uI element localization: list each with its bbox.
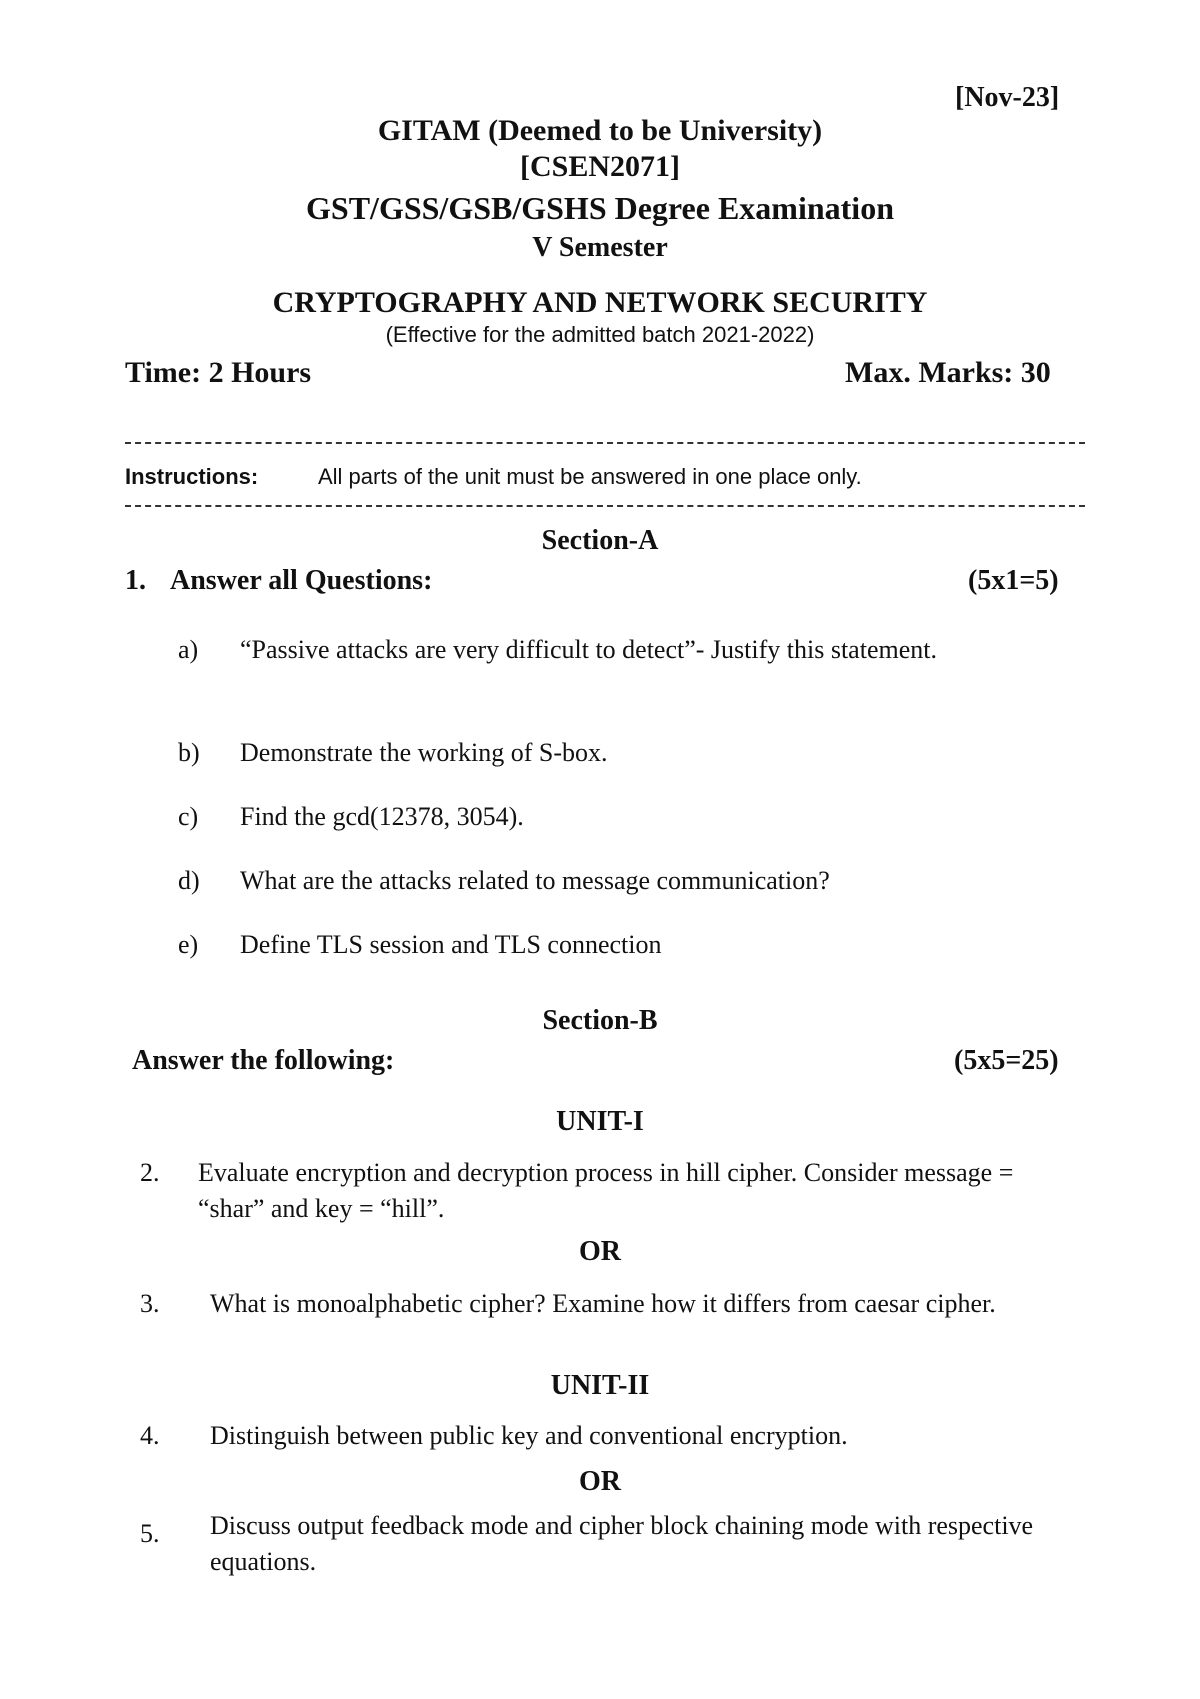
q1b-text: Demonstrate the working of S-box. [240,738,608,767]
divider-top [125,442,1085,444]
divider-bottom [125,505,1085,507]
q5-number: 5. [140,1519,160,1548]
question-1-number: 1. [125,565,146,596]
q1e-label: e) [178,930,199,959]
q1e-text: Define TLS session and TLS connection [240,930,662,959]
unit-1-or: OR [579,1236,621,1267]
q1d-text: What are the attacks related to message communication? [240,866,830,895]
university-name: GITAM (Deemed to be University) [377,114,823,147]
section-a-title: Section-A [541,525,659,556]
q1b-label: b) [178,738,200,767]
max-marks: Max. Marks: 30 [845,356,1051,389]
course-code: [CSEN2071] [519,150,680,183]
q5-text: Discuss output feedback mode and cipher block chaining mode with respective equations. [210,1511,1034,1576]
date-code: [Nov-23] [955,82,1060,113]
section-b-marks: (5x5=25) [954,1045,1059,1076]
unit-2-title: UNIT-II [550,1370,650,1401]
semester: V Semester [532,232,668,263]
section-a-heading: Answer all Questions: [170,565,433,596]
section-a-marks: (5x1=5) [968,565,1059,596]
unit-1-title: UNIT-I [556,1106,644,1137]
q2-text: Evaluate encryption and decryption process in hill cipher. Consider message = “shar” and key = “hill”. [198,1158,1014,1223]
q3-number: 3. [140,1289,160,1318]
q4-number: 4. [140,1421,160,1450]
exam-time: Time: 2 Hours [125,356,312,389]
section-b-title: Section-B [542,1005,658,1036]
section-b-heading: Answer the following: [132,1045,395,1076]
q1a-text: “Passive attacks are very difficult to detect”- Justify this statement. [240,635,937,664]
q1a-label: a) [178,635,199,664]
q1c-text: Find the gcd(12378, 3054). [240,802,524,831]
q4-text: Distinguish between public key and conventional encryption. [210,1421,848,1450]
instructions-text: All parts of the unit must be answered in one place only. [318,464,862,489]
batch-note: (Effective for the admitted batch 2021-2022) [385,322,815,347]
unit-2-or: OR [579,1466,621,1497]
q3-text: What is monoalphabetic cipher? Examine how it differs from caesar cipher. [210,1289,996,1318]
instructions-label: Instructions: [125,464,259,489]
q1d-label: d) [178,866,200,895]
exam-title: GST/GSS/GSB/GSHS Degree Examination [306,190,894,226]
q1c-label: c) [178,802,199,831]
subject-title: CRYPTOGRAPHY AND NETWORK SECURITY [272,286,928,319]
q2-number: 2. [140,1158,160,1187]
